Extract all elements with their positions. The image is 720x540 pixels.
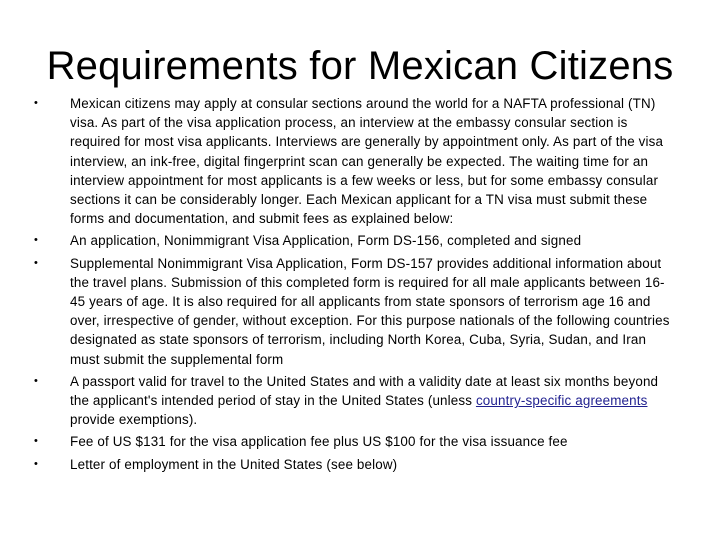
bullet-list (30, 94, 678, 477)
bullet-item-intro (30, 94, 678, 228)
bullet-item-fees (30, 432, 678, 451)
bullet-text: Letter of employment in the United States (see below) (70, 456, 398, 472)
bullet-item-passport (30, 372, 678, 430)
bullet-item-application-form (30, 231, 678, 250)
slide-title: Requirements for Mexican Citizens (46, 44, 674, 88)
bullet-icon: • (33, 435, 38, 448)
bullet-icon: • (33, 234, 38, 247)
bullet-text-before: A passport valid for travel to the United States and with a validity date at least six months beyond the applicant's intended period of stay in the United States (unless (70, 373, 659, 409)
bullet-item-employment-letter (30, 455, 678, 474)
bullet-icon: • (33, 97, 38, 109)
bullet-text: An application, Nonimmigrant Visa Application, Form DS-156, completed and signed (70, 233, 582, 249)
bullet-text: Mexican citizens may apply at consular sections around the world for a NAFTA professional (TN) visa. As part of the visa application process, an interview at the embassy consular section is required for most visa applicants. Interviews are generally by appointment only. As part of the visa interview, an ink-free, digital fingerprint scan can generally be expected. The waiting time for an interview appointment for most applicants is a few weeks or less, but for some embassy consular sections it can be considerably longer. Each Mexican applicant for a TN visa must submit these forms and documentation, and submit fees as explained below: (70, 96, 664, 227)
bullet-text: Fee of US $131 for the visa application fee plus US $100 for the visa issuance fee (70, 434, 568, 450)
country-specific-agreements-link[interactable]: country-specific agreements (475, 393, 648, 409)
bullet-icon: • (33, 457, 38, 470)
bullet-item-supplemental-form (30, 254, 678, 369)
bullet-text: Supplemental Nonimmigrant Visa Application, Form DS-157 provides additional information about the travel plans. Submission of this completed form is required for all male applicants between 16-45 years of age. It is also required for all applicants from state sponsors of terrorism age 16 and over, irrespective of gender, without exception. For this purpose nationals of the following countries designated as state sponsors of terrorism, including North Korea, Cuba, Syria, Sudan, and Iran must submit the supplemental form (70, 255, 670, 367)
bullet-icon: • (33, 256, 38, 269)
bullet-text-after: provide exemptions). (70, 412, 198, 428)
bullet-icon: • (33, 374, 38, 387)
bullet-text (70, 374, 658, 427)
